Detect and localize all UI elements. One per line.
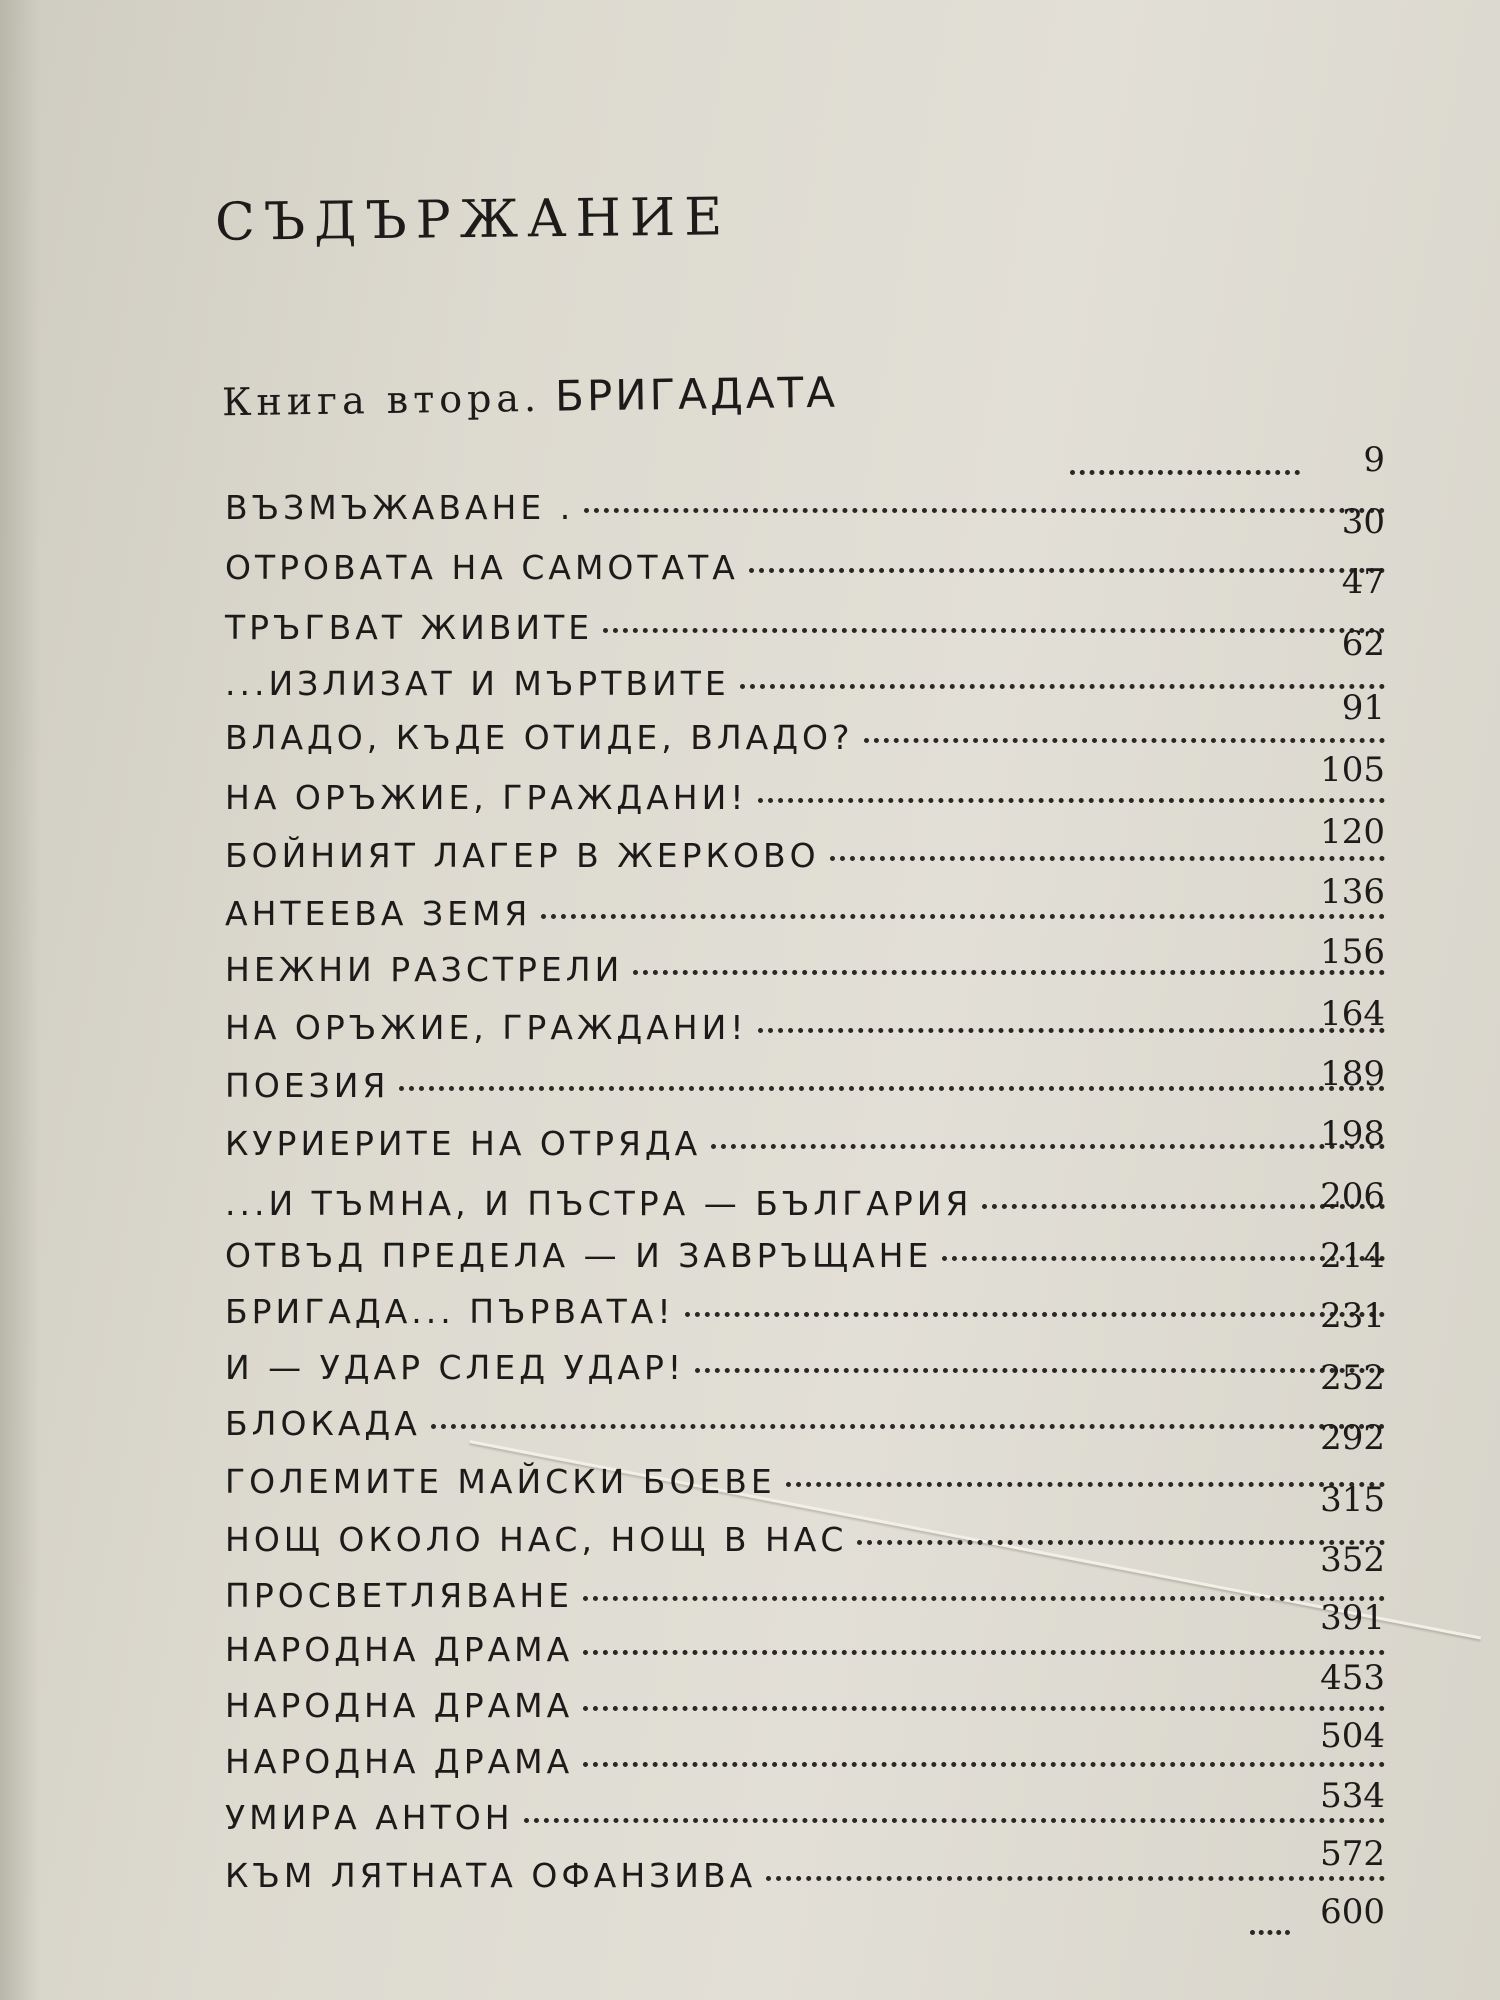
leader-dots [766,1876,1385,1881]
toc-entry [225,836,1395,884]
page-number: 30 [1341,502,1385,542]
page-number: 91 [1341,688,1385,728]
toc-entry [225,1630,1395,1678]
toc-entry [225,1184,1395,1232]
toc-entry-title: КЪМ ЛЯТНАТА ОФАНЗИВА [225,1856,757,1895]
leader-dots [864,738,1385,743]
toc-entry-title: ...ИЗЛИЗАТ И МЪРТВИТЕ [225,664,730,703]
toc-entry-title: НОЩ ОКОЛО НАС, НОЩ В НАС [225,1520,848,1559]
toc-entry [225,608,1395,656]
toc-entry [225,1292,1395,1340]
toc-entry-title: ВЛАДО, КЪДЕ ОТИДЕ, ВЛАДО? [225,718,854,757]
book-kind: Книга втора. [221,375,542,425]
page-number: 136 [1320,872,1385,912]
toc-entry-title: БОЙНИЯТ ЛАГЕР В ЖЕРКОВО [225,836,820,875]
toc-entry [225,1404,1395,1452]
page-number: 214 [1320,1236,1385,1276]
toc-entry-title: ОТВЪД ПРЕДЕЛА — И ЗАВРЪЩАНЕ [225,1236,933,1275]
page-number: 352 [1320,1540,1385,1580]
leader-dots [524,1818,1385,1823]
toc-entry [225,718,1395,766]
leader-dots [749,568,1385,573]
page-number: 572 [1320,1834,1385,1874]
toc-entry-title: КУРИЕРИТЕ НА ОТРЯДА [225,1124,702,1163]
page-number: 156 [1320,932,1385,972]
leader-dots [399,1086,1385,1091]
toc-entry-title: И — УДАР СЛЕД УДАР! [225,1348,686,1387]
page-number: 105 [1320,750,1385,790]
page-number: 534 [1320,1776,1385,1816]
page-number: 9 [1363,440,1385,480]
page-number: 292 [1320,1418,1385,1458]
toc-entry [225,1124,1395,1172]
leader-dots [857,1540,1385,1545]
leader-dots [695,1368,1385,1373]
toc-entry [225,1462,1395,1510]
toc-entry [225,1066,1395,1114]
page-number: 504 [1320,1716,1385,1756]
toc-entry [225,548,1395,596]
leader-dots [583,1650,1385,1655]
leader-dots [685,1312,1385,1317]
leader-dots [603,628,1385,633]
toc-entry-title: АНТЕЕВА ЗЕМЯ [225,894,532,933]
leader-dots [711,1144,1385,1149]
toc-entry-title: ОТРОВАТА НА САМОТАТА [225,548,739,587]
page-number: 391 [1320,1598,1385,1638]
leader-dots [786,1482,1385,1487]
leader-dots [830,856,1385,861]
toc-entry-title: НЕЖНИ РАЗСТРЕЛИ [225,950,624,989]
leader-dots [541,914,1385,919]
toc-entry-title: ...И ТЪМНА, И ПЪСТРА — БЪЛГАРИЯ [225,1184,973,1223]
toc-entry-title: ПРОСВЕТЛЯВАНЕ [225,1576,574,1615]
toc-entry [225,1008,1395,1056]
leader-dots [583,1762,1385,1767]
toc-entry-title: УМИРА АНТОН [225,1798,514,1837]
toc-entry-title: ГОЛЕМИТЕ МАЙСКИ БОЕВЕ [225,1462,776,1501]
leader-dots [1250,1930,1290,1935]
toc-entry [225,488,1395,536]
page-number: 198 [1320,1114,1385,1154]
toc-entry [225,1742,1395,1790]
page-number: 206 [1320,1176,1385,1216]
leader-dots [584,508,1385,513]
leader-dots [583,1706,1385,1711]
page-number: 315 [1320,1480,1385,1520]
toc-entry-title: БЛОКАДА [225,1404,421,1443]
contents-heading: СЪДЪРЖАНИЕ [214,187,732,253]
leader-dots [633,970,1385,975]
toc-entry [225,1686,1395,1734]
page-number: 120 [1320,812,1385,852]
leader-dots [583,1596,1385,1601]
book-name: БРИГАДАТА [554,367,839,421]
page-number: 252 [1320,1358,1385,1398]
toc-entry-title: ВЪЗМЪЖАВАНЕ . [225,488,575,527]
toc-entry-title: ТРЪГВАТ ЖИВИТЕ [225,608,594,647]
toc-entry [225,1236,1395,1284]
toc-entry-title: ПОЕЗИЯ [225,1066,390,1105]
toc-entry-title: БРИГАДА... ПЪРВАТА! [225,1292,675,1331]
leader-dots [758,798,1385,803]
toc-entry [225,778,1395,826]
page-number: 47 [1341,562,1385,602]
toc-entry [225,1348,1395,1396]
toc-entry [225,894,1395,942]
page-number: 231 [1320,1296,1385,1336]
toc-entry [225,664,1395,712]
toc-entry-title: НА ОРЪЖИЕ, ГРАЖДАНИ! [225,778,748,817]
toc-entry [225,1798,1395,1846]
toc-entry-title: НАРОДНА ДРАМА [225,1742,574,1781]
page-number: 453 [1320,1658,1385,1698]
toc-entry [225,1576,1395,1624]
page-number: 62 [1341,624,1385,664]
toc-entry [225,1520,1395,1568]
leader-dots [758,1028,1385,1033]
leader-dots [431,1424,1385,1429]
toc-entry-title: НА ОРЪЖИЕ, ГРАЖДАНИ! [225,1008,748,1047]
page-number: 189 [1320,1054,1385,1094]
toc-entry-title: НАРОДНА ДРАМА [225,1630,574,1669]
toc-entry-title: НАРОДНА ДРАМА [225,1686,574,1725]
leader-dots [740,684,1385,689]
toc-entry [225,1856,1395,1904]
toc-entry [225,950,1395,998]
leader-dots [942,1256,1385,1261]
page-number: 164 [1320,994,1385,1034]
page-number: 600 [1320,1892,1385,1932]
